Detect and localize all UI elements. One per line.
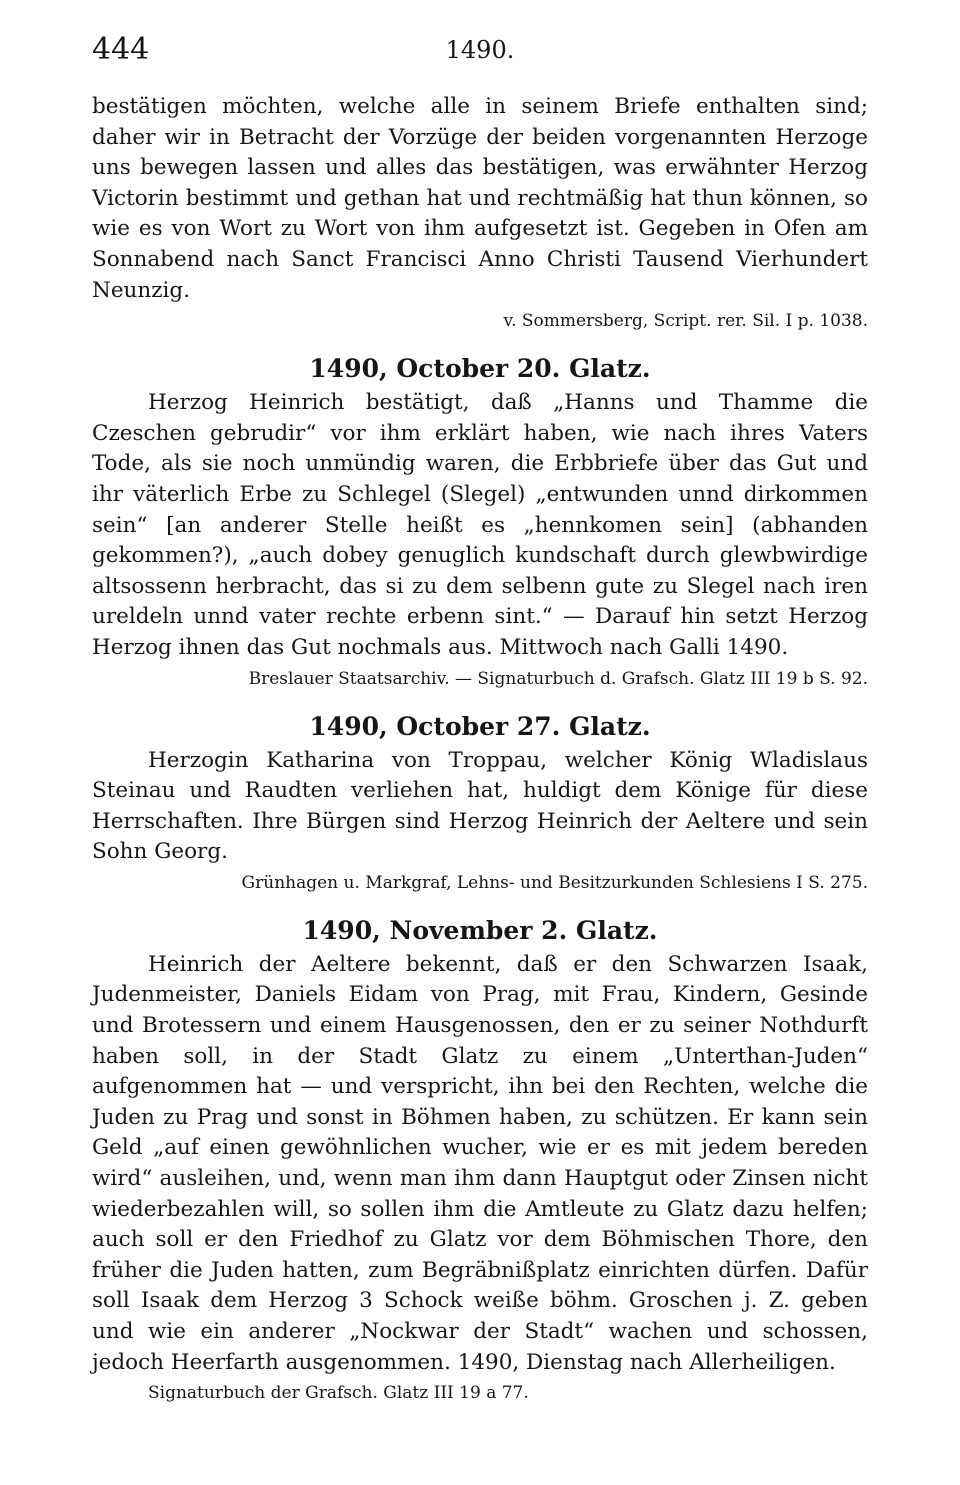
entry-text: Herzog Heinrich bestätigt, daß „Hanns und Thamme die Czeschen gebrudir“ vor ihm erklärt haben, wie nach ihres Vaters Tode, als sie noch unmündig waren, die Erbbriefe über das Gut und ihr väterlich Erbe zu Schlegel (Slegel) „entwunden unnd dirkommen sein“ [an anderer Stelle heißt es „hennkomen sein] (abhanden gekommen?), „auch dobey genuglich kundschaft durch glewbwirdige altsossenn herbracht, das si zu dem selbenn gute zu Slegel nach iren ureldeln unnd vater rechte erbenn sint.“ — Darauf hin setzt Herzog Herzog ihnen das Gut nochmals aus. Mittwoch nach Galli 1490. [92,390,868,660]
entry-heading: 1490, October 20. Glatz. [309,354,651,384]
entry-text: Heinrich der Aeltere bekennt, daß er den Schwarzen Isaak, Judenmeister, Daniels Eidam von Prag, mit Frau, Kindern, Gesinde und Brotessern und einem Hausgenossen, den er zu seiner Nothdurft haben soll, in der Stadt Glatz zu einem „Unterthan-Juden“ aufgenommen hat — und verspricht, ihn bei den Rechten, welche die Juden zu Prag und sonst in Böhmen haben, zu schützen. Er kann sein Geld „auf einen gewöhnlichen wucher, wie er es mit jedem bereden wird“ ausleihen, und, wenn man ihm dann Hauptgut oder Zinsen nicht wiederbezahlen will, so sollen ihm die Amtleute zu Glatz dazu helfen; auch soll er den Friedhof zu Glatz vor dem Böhmischen Thore, den früher die Juden hatten, zum Begräbnißplatz einrichten dürfen. Dafür soll Isaak dem Herzog 3 Schock weiße böhm. Groschen j. Z. geben und wie ein anderer „Nockwar der Stadt“ wachen und schossen, jedoch Heerfarth ausgenommen. 1490, Dienstag nach Allerheiligen. [92,951,868,1375]
entry-nov-2 [92,914,868,1406]
entry-oct-20 [92,352,868,691]
source-citation: Grünhagen u. Markgraf, Lehns- und Besitzurkunden Schlesiens I S. 275. [241,872,868,893]
page-header [92,32,868,72]
entry-heading: 1490, November 2. Glatz. [302,915,658,945]
running-head: 1490. [445,36,515,64]
source-citation: v. Sommersberg, Script. rer. Sil. I p. 1038. [503,311,868,332]
source-citation: Breslauer Staatsarchiv. — Signaturbuch d. Grafsch. Glatz III 19 b S. 92. [248,668,868,689]
source-citation: Signaturbuch der Grafsch. Glatz III 19 a 77. [148,1383,529,1404]
entry-heading: 1490, October 27. Glatz. [309,711,651,741]
page-number: 444 [92,32,150,67]
continued-paragraph: bestätigen möchten, welche alle in seinem Briefe enthalten sind; daher wir in Betracht der Vorzüge der beiden vorgenannten Herzoge uns bewegen lassen und alles das bestätigen, was erwähnter Herzog Victorin bestimmt und gethan hat und rechtmäßig hat thun können, so wie es von Wort zu Wort von ihm aufgesetzt ist. Gegeben in Ofen am Sonnabend nach Sanct Francisci Anno Christi Tausend Vierhundert Neunzig. [92,94,868,303]
page-body [92,92,868,1406]
entry-text: Herzogin Katharina von Troppau, welcher König Wladislaus Steinau und Raudten verliehen hat, huldigt dem Könige für diese Herrschaften. Ihre Bürgen sind Herzog Heinrich der Aeltere und sein Sohn Georg. [92,747,868,865]
entry-oct-27 [92,710,868,896]
